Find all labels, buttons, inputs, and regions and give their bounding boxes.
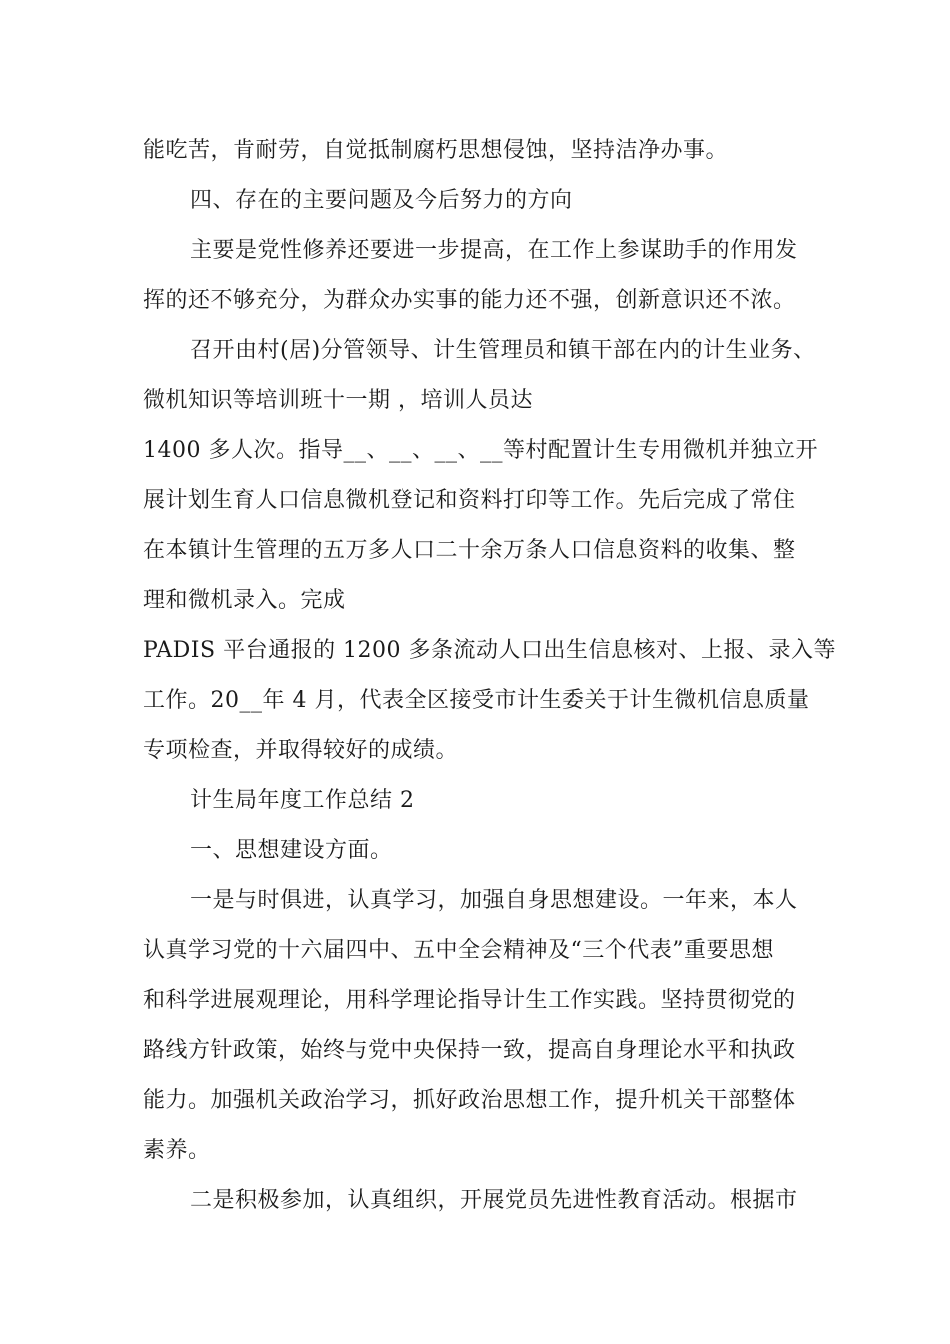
text-line: 展计划生育人口信息微机登记和资料打印等工作。先后完成了常住 bbox=[143, 488, 796, 513]
text-line: 和科学进展观理论，用科学理论指导计生工作实践。坚持贯彻党的 bbox=[143, 988, 796, 1013]
text-line: 专项检查，并取得较好的成绩。 bbox=[143, 738, 459, 763]
text-line: 在本镇计生管理的五万多人口二十余万条人口信息资料的收集、整 bbox=[143, 538, 796, 563]
section-heading: 四、存在的主要问题及今后努力的方向 bbox=[190, 188, 573, 213]
text-line: 主要是党性修养还要进一步提高，在工作上参谋助手的作用发 bbox=[190, 238, 798, 263]
text-line: 素养。 bbox=[143, 1138, 211, 1163]
document-subtitle: 计生局年度工作总结 2 bbox=[190, 788, 415, 813]
text-line: 微机知识等培训班十一期 ，培训人员达 bbox=[143, 388, 533, 413]
text-line: 工作。20__年 4 月，代表全区接受市计生委关于计生微机信息质量 bbox=[143, 688, 810, 713]
text-line: 认真学习党的十六届四中、五中全会精神及“三个代表”重要思想 bbox=[143, 938, 774, 963]
text-line: 能力。加强机关政治学习，抓好政治思想工作，提升机关干部整体 bbox=[143, 1088, 796, 1113]
text-line: 一是与时俱进，认真学习，加强自身思想建设。一年来，本人 bbox=[190, 888, 798, 913]
text-line: 理和微机录入。完成 bbox=[143, 588, 346, 613]
text-line: 能吃苦，肯耐劳，自觉抵制腐朽思想侵蚀，坚持洁净办事。 bbox=[143, 138, 729, 163]
text-line: 路线方针政策，始终与党中央保持一致，提高自身理论水平和执政 bbox=[143, 1038, 796, 1063]
text-line: 召开由村(居)分管领导、计生管理员和镇干部在内的计生业务、 bbox=[190, 338, 816, 363]
text-line: 1400 多人次。指导__、__、__、__等村配置计生专用微机并独立开 bbox=[143, 438, 818, 463]
text-line: 挥的还不够充分，为群众办实事的能力还不强，创新意识还不浓。 bbox=[143, 288, 796, 313]
section-heading: 一、思想建设方面。 bbox=[190, 838, 393, 863]
text-line: 二是积极参加，认真组织，开展党员先进性教育活动。根据市 bbox=[190, 1188, 798, 1213]
text-line: PADIS 平台通报的 1200 多条流动人口出生信息核对、上报、录入等 bbox=[143, 638, 837, 663]
